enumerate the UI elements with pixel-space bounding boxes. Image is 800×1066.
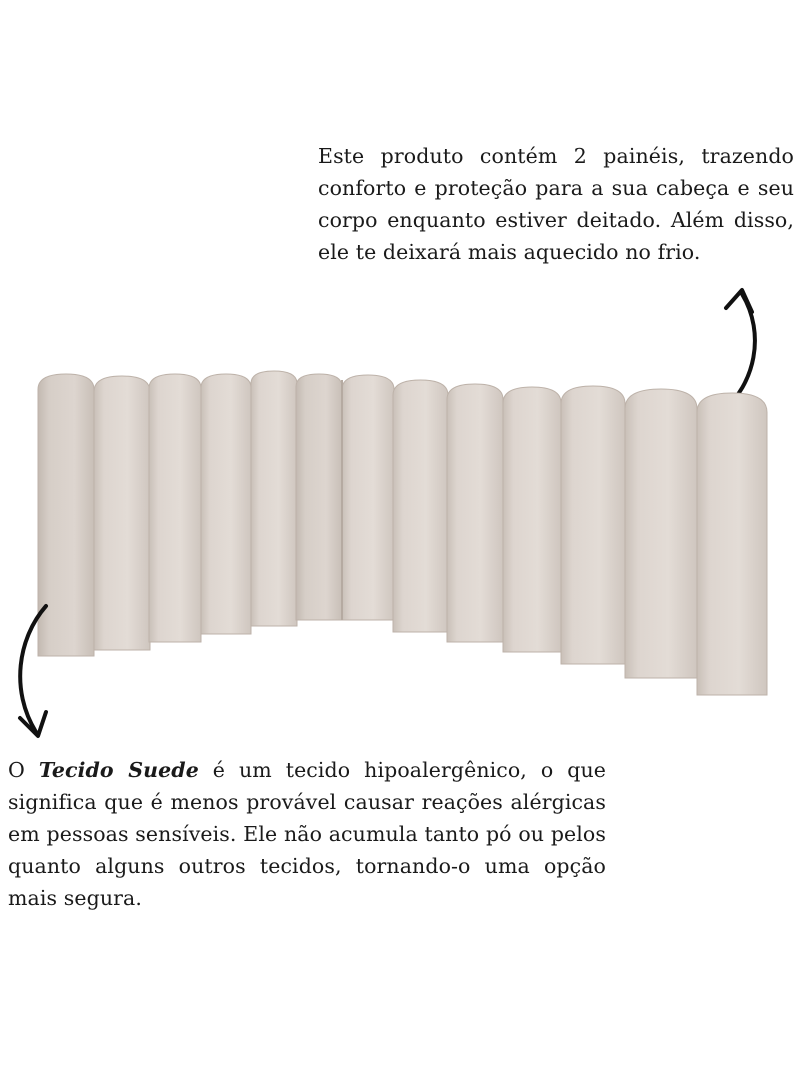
fabric-name: Tecido Suede [38,758,199,782]
panel-slat [625,389,697,678]
bottom-description-prefix: O [8,758,39,782]
panel-slat [393,380,448,632]
bottom-description-text: é um tecido hipoalergênico, o que significa que é menos provável causar reações alérgicas em pessoas sensíveis. Ele não acumula tanto pó ou pelos quanto alguns outros tecidos, tornando-o uma opção mais segura. [8,758,606,910]
bottom-description [8,754,606,914]
panel-slat [342,375,394,620]
panel-slat [697,393,767,695]
panel-slat [503,387,561,652]
panel-slat [201,374,251,634]
panel-slat [94,376,150,650]
panel-slat [296,374,342,620]
top-description-text: Este produto contém 2 painéis, trazendo conforto e proteção para a sua cabeça e seu corpo enquanto estiver deitado. Além disso, ele te deixará mais aquecido no frio. [318,144,794,264]
panel-slat [149,374,201,642]
panel-slat [561,386,625,664]
panel-slat [251,371,297,626]
panel-slat [447,384,503,642]
slats-group [38,371,767,695]
curved-arrow-down-icon [6,600,76,750]
